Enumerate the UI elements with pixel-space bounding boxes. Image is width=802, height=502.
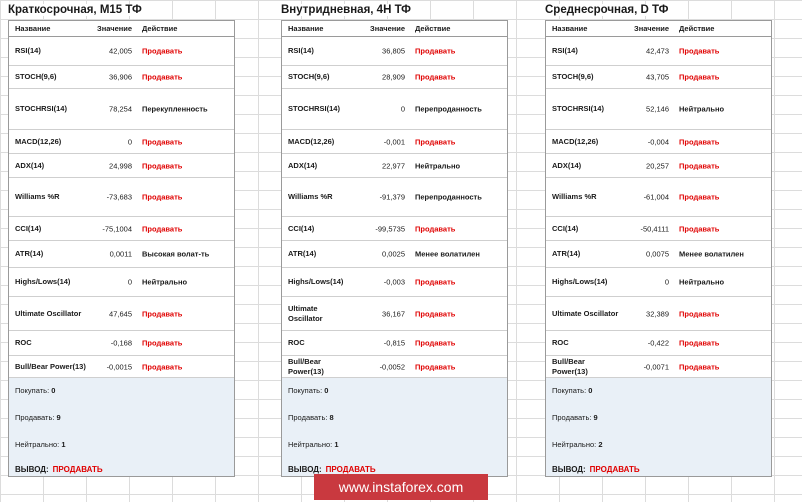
indicator-value: 22,977: [382, 161, 405, 170]
indicator-name: ROC: [288, 338, 305, 347]
indicator-action: Продавать: [679, 46, 720, 55]
table-row: [9, 36, 234, 66]
neutral-count: 1: [334, 440, 339, 449]
conclusion-value: ПРОДАВАТЬ: [52, 465, 103, 474]
sell-count-label: Продавать:: [288, 413, 328, 422]
indicator-action: Продавать: [142, 161, 183, 170]
neutral-count: 1: [61, 440, 66, 449]
indicator-name: ATR(14): [552, 249, 581, 258]
table-header: [9, 21, 234, 37]
indicator-value: -0,0052: [379, 362, 405, 371]
indicator-name: Williams %R: [15, 192, 60, 201]
table-row: [546, 154, 771, 178]
conclusion-line: [552, 465, 640, 474]
indicator-action: Нейтрально: [679, 277, 725, 287]
indicator-name: MACD(12,26): [552, 136, 599, 146]
indicator-action: Продавать: [415, 277, 456, 287]
table-row: [9, 297, 234, 331]
indicator-name: ADX(14): [15, 160, 45, 170]
panel-title: Среднесрочная, D ТФ: [545, 4, 672, 16]
indicator-value: 36,167: [382, 309, 405, 318]
indicator-name: CCI(14): [552, 223, 579, 233]
table-row: [546, 36, 771, 66]
indicator-name: STOCH(9,6): [15, 72, 57, 81]
indicator-name: MACD(12,26): [15, 136, 62, 146]
indicator-value: -0,0071: [643, 362, 669, 371]
table-row: [9, 241, 234, 268]
indicator-action: Продавать: [679, 362, 720, 371]
conclusion-value: ПРОДАВАТЬ: [325, 465, 376, 474]
neutral-count-line: [552, 440, 603, 449]
table-row: [282, 89, 507, 130]
indicator-action: Продавать: [415, 46, 456, 55]
indicator-action: Продавать: [415, 362, 456, 371]
table-row: [282, 178, 507, 217]
table-row: [546, 297, 771, 331]
indicator-value: 24,998: [109, 161, 132, 170]
indicator-action: Продавать: [415, 137, 456, 146]
sell-count: 9: [56, 413, 61, 422]
indicator-name: ROC: [15, 338, 32, 347]
table-row: [282, 66, 507, 89]
indicator-value: 43,705: [646, 72, 669, 82]
table-row: [282, 130, 507, 154]
buy-count-label: Покупать:: [552, 386, 587, 395]
table-row: [546, 331, 771, 356]
column-header-action: Действие: [679, 24, 715, 33]
indicator-value: -0,003: [383, 277, 405, 287]
indicator-action: Продавать: [142, 338, 183, 348]
indicator-action: Перепроданность: [415, 192, 482, 202]
neutral-count-label: Нейтрально:: [288, 440, 333, 449]
table-row: [546, 89, 771, 130]
indicator-action: Продавать: [415, 224, 456, 233]
indicator-action: Высокая волат-ть: [142, 249, 210, 259]
indicator-value: 47,645: [109, 309, 132, 318]
table-row: [9, 268, 234, 297]
indicator-action: Продавать: [142, 72, 183, 82]
indicator-value: -0,815: [383, 338, 405, 348]
indicator-value: -73,683: [106, 192, 132, 202]
indicator-name: Ultimate Oscillator: [15, 308, 82, 318]
indicator-name: ATR(14): [288, 249, 317, 258]
column-header-action: Действие: [142, 24, 178, 33]
indicator-name: Highs/Lows(14): [15, 277, 71, 286]
indicator-name: Highs/Lows(14): [288, 277, 344, 286]
indicator-panel: [8, 0, 237, 502]
indicator-name: STOCH(9,6): [552, 72, 594, 81]
indicator-value: -50,4111: [640, 224, 669, 233]
indicator-name: STOCHRSI(14): [552, 104, 604, 113]
indicator-value: 0: [400, 104, 405, 114]
indicator-value: 42,473: [646, 46, 669, 55]
indicator-name: ADX(14): [552, 160, 582, 170]
indicator-name: STOCHRSI(14): [288, 104, 340, 113]
summary-box: [546, 378, 771, 476]
table-row: [546, 178, 771, 217]
indicator-action: Продавать: [142, 224, 183, 233]
conclusion-label: ВЫВОД:: [15, 465, 49, 474]
indicator-action: Нейтрально: [415, 161, 461, 170]
indicator-name: ADX(14): [288, 160, 318, 170]
table-row: [9, 217, 234, 241]
indicator-value: 0,0075: [646, 249, 669, 259]
indicator-table: [545, 20, 772, 477]
conclusion-line: [15, 465, 103, 474]
column-header-action: Действие: [415, 24, 451, 33]
table-row: [9, 154, 234, 178]
table-row: [546, 268, 771, 297]
indicator-action: Продавать: [679, 161, 720, 170]
table-row: [9, 178, 234, 217]
neutral-count: 2: [598, 440, 603, 449]
indicator-name: Bull/Bear Power(13): [288, 356, 324, 376]
column-header-value: Значение: [370, 24, 406, 33]
indicator-value: 20,257: [646, 161, 669, 170]
neutral-count-label: Нейтрально:: [15, 440, 60, 449]
indicator-value: -99,5735: [375, 224, 405, 233]
table-row: [9, 130, 234, 154]
neutral-count-line: [15, 440, 66, 449]
indicator-name: CCI(14): [288, 223, 315, 233]
table-row: [282, 356, 507, 378]
indicator-panel: [545, 0, 774, 502]
indicator-value: 0,0025: [382, 249, 405, 259]
indicator-value: 36,906: [109, 72, 132, 82]
sell-count-line: [15, 413, 61, 422]
panel-title: Внутридневная, 4H ТФ: [281, 4, 415, 16]
sell-count: 9: [593, 413, 598, 422]
buy-count: 0: [324, 386, 329, 395]
indicator-value: -0,168: [110, 338, 132, 348]
indicator-name: Bull/Bear Power(13): [552, 356, 588, 376]
indicator-value: -0,0015: [106, 362, 132, 371]
buy-count-line: [552, 386, 592, 395]
table-row: [546, 130, 771, 154]
summary-box: [282, 378, 507, 476]
indicator-name: STOCH(9,6): [288, 72, 330, 81]
indicator-name: Williams %R: [552, 192, 597, 201]
buy-count: 0: [588, 386, 593, 395]
indicator-action: Продавать: [679, 192, 720, 202]
sell-count-line: [552, 413, 598, 422]
indicator-action: Продавать: [142, 309, 183, 318]
indicator-value: 36,805: [382, 46, 405, 55]
table-row: [282, 241, 507, 268]
indicator-value: 0: [664, 277, 669, 287]
table-row: [282, 331, 507, 356]
indicator-name: RSI(14): [15, 45, 41, 55]
conclusion-label: ВЫВОД:: [288, 465, 322, 474]
sell-count-line: [288, 413, 334, 422]
indicator-action: Продавать: [679, 137, 720, 146]
indicator-value: -0,004: [647, 137, 669, 146]
indicator-name: RSI(14): [552, 45, 578, 55]
table-row: [9, 331, 234, 356]
indicator-action: Перекупленность: [142, 104, 208, 114]
indicator-name: STOCHRSI(14): [15, 104, 67, 113]
table-row: [282, 36, 507, 66]
buy-count-line: [15, 386, 55, 395]
indicator-action: Продавать: [142, 362, 183, 371]
indicator-action: Нейтрально: [679, 104, 725, 114]
indicator-name: Highs/Lows(14): [552, 277, 608, 286]
indicator-name: Ultimate Oscillator: [552, 308, 619, 318]
table-header: [546, 21, 771, 37]
buy-count-label: Покупать:: [288, 386, 323, 395]
indicator-name: Williams %R: [288, 192, 333, 201]
indicator-value: 52,146: [646, 104, 669, 114]
indicator-action: Продавать: [142, 137, 183, 146]
indicator-value: -75,1004: [102, 224, 132, 233]
indicator-value: 0: [127, 277, 132, 287]
indicator-action: Продавать: [142, 46, 183, 55]
table-row: [282, 268, 507, 297]
indicator-name: ROC: [552, 338, 569, 347]
indicator-value: 28,909: [382, 72, 405, 82]
table-row: [282, 154, 507, 178]
indicator-action: Продавать: [679, 338, 720, 348]
summary-box: [9, 378, 234, 476]
watermark-banner: www.instaforex.com: [314, 474, 488, 500]
buy-count: 0: [51, 386, 56, 395]
table-header: [282, 21, 507, 37]
indicator-value: 78,254: [109, 104, 132, 114]
column-header-name: Название: [552, 24, 588, 33]
table-row: [9, 89, 234, 130]
indicator-action: Продавать: [142, 192, 183, 202]
indicator-value: 0: [127, 137, 132, 146]
indicator-name: ATR(14): [15, 249, 44, 258]
table-row: [9, 356, 234, 378]
table-row: [546, 66, 771, 89]
indicator-action: Продавать: [679, 224, 720, 233]
indicator-action: Менее волатилен: [415, 249, 480, 259]
indicator-table: [281, 20, 508, 477]
indicator-value: -0,422: [647, 338, 669, 348]
indicator-action: Продавать: [415, 338, 456, 348]
panel-title: Краткосрочная, M15 ТФ: [8, 4, 146, 16]
indicator-value: -61,004: [643, 192, 669, 202]
indicator-value: -0,001: [383, 137, 405, 146]
neutral-count-label: Нейтрально:: [552, 440, 597, 449]
buy-count-line: [288, 386, 328, 395]
buy-count-label: Покупать:: [15, 386, 50, 395]
column-header-name: Название: [15, 24, 51, 33]
indicator-name: Bull/Bear Power(13): [15, 361, 86, 371]
indicator-panel: [281, 0, 510, 502]
indicator-name: MACD(12,26): [288, 136, 335, 146]
indicator-table: [8, 20, 235, 477]
indicator-action: Продавать: [415, 72, 456, 82]
table-row: [282, 217, 507, 241]
table-row: [546, 241, 771, 268]
indicator-value: -91,379: [379, 192, 405, 202]
indicator-name: Ultimate Oscillator: [288, 303, 323, 323]
sell-count-label: Продавать:: [552, 413, 592, 422]
conclusion-value: ПРОДАВАТЬ: [589, 465, 640, 474]
conclusion-label: ВЫВОД:: [552, 465, 586, 474]
column-header-value: Значение: [97, 24, 133, 33]
indicator-value: 42,005: [109, 46, 132, 55]
sell-count-label: Продавать:: [15, 413, 55, 422]
indicator-action: Нейтрально: [142, 277, 188, 287]
indicator-value: 32,389: [646, 309, 669, 318]
column-header-value: Значение: [634, 24, 670, 33]
indicator-action: Менее волатилен: [679, 249, 744, 259]
indicator-action: Продавать: [679, 72, 720, 82]
column-header-name: Название: [288, 24, 324, 33]
indicator-name: RSI(14): [288, 45, 314, 55]
indicator-action: Продавать: [415, 309, 456, 318]
table-row: [9, 66, 234, 89]
neutral-count-line: [288, 440, 339, 449]
indicator-action: Продавать: [679, 309, 720, 318]
indicator-value: 0,0011: [109, 249, 132, 259]
table-row: [282, 297, 507, 331]
indicator-action: Перепроданность: [415, 104, 482, 114]
indicator-name: CCI(14): [15, 223, 42, 233]
sell-count: 8: [329, 413, 334, 422]
table-row: [546, 356, 771, 378]
table-row: [546, 217, 771, 241]
conclusion-line: [288, 465, 376, 474]
